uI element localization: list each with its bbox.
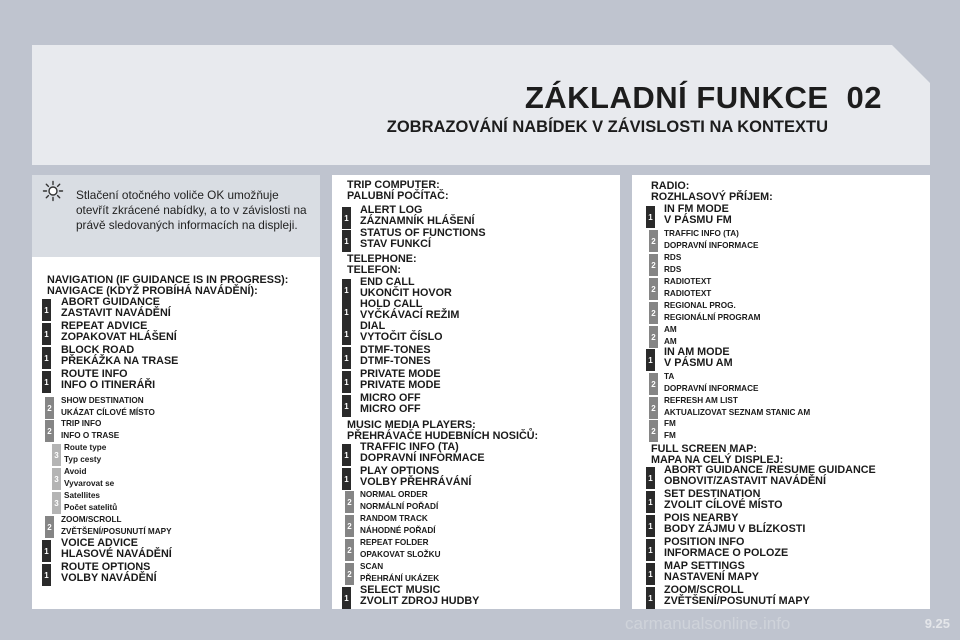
- menu-level-badge: 1: [342, 323, 351, 345]
- menu-item-line: REPEAT ADVICE: [61, 320, 148, 332]
- menu-item-line: TRAFFIC INFO (TA): [664, 229, 739, 238]
- menu-item-radio: [664, 347, 733, 369]
- menu-level-badge: 2: [649, 373, 658, 395]
- menu-item-line: STAV FUNKCÍ: [360, 238, 431, 250]
- menu-item-telephone: [360, 345, 431, 367]
- menu-item-line: NORMAL ORDER: [360, 490, 428, 499]
- menu-item-line: END CALL: [360, 276, 415, 288]
- menu-item-line: Vyvarovat se: [64, 479, 115, 488]
- menu-item-line: ZOOM/SCROLL: [61, 515, 122, 524]
- menu-item-radio: [664, 204, 732, 226]
- menu-item-line: DTMF-TONES: [360, 344, 431, 356]
- menu-item-telephone: [360, 393, 421, 415]
- menu-item-line: VOICE ADVICE: [61, 537, 138, 549]
- menu-item-trip: [360, 228, 486, 250]
- menu-level-badge: 1: [646, 539, 655, 561]
- menu-item-music: [360, 466, 471, 488]
- menu-level-badge: 1: [342, 279, 351, 301]
- menu-item-telephone: [360, 299, 459, 321]
- menu-level-badge: 1: [342, 347, 351, 369]
- menu-item-line: ZOOM/SCROLL: [664, 584, 744, 596]
- menu-level-badge: 2: [649, 230, 658, 252]
- menu-item-line: VYČKÁVACÍ REŽIM: [360, 309, 460, 321]
- menu-item-line: SELECT MUSIC: [360, 584, 441, 596]
- menu-level-badge: 3: [52, 468, 61, 490]
- menu-item-telephone: [360, 321, 443, 343]
- menu-item-line: REFRESH AM LIST: [664, 396, 738, 405]
- menu-item-line: REGIONAL PROG.: [664, 301, 736, 310]
- menu-level-badge: 1: [342, 587, 351, 609]
- menu-item-line: NASTAVENÍ MAPY: [664, 571, 759, 583]
- menu-item-line: TA: [664, 372, 675, 381]
- menu-level-badge: 2: [345, 515, 354, 537]
- menu-item-navigation: [61, 345, 178, 367]
- menu-level-badge: 1: [646, 515, 655, 537]
- menu-level-badge: 1: [646, 467, 655, 489]
- menu-level-badge: 2: [649, 420, 658, 442]
- menu-item-line: DOPRAVNÍ INFORMACE: [664, 384, 759, 393]
- menu-level-badge: 2: [45, 420, 54, 442]
- menu-item-line: ZÁZNAMNÍK HLÁŠENÍ: [360, 215, 475, 227]
- menu-item-line: UKÁZAT CÍLOVÉ MÍSTO: [61, 408, 155, 417]
- menu-item-fullscreen: [664, 465, 876, 487]
- menu-item-line: Počet satelitů: [64, 503, 118, 512]
- menu-item-line: AKTUALIZOVAT SEZNAM STANIC AM: [664, 408, 811, 417]
- watermark: carmanualsonline.info: [625, 614, 791, 633]
- menu-item-line: STATUS OF FUNCTIONS: [360, 227, 486, 239]
- menu-item-line: DIAL: [360, 320, 386, 332]
- menu-item-line: DOPRAVNÍ INFORMACE: [664, 241, 759, 250]
- menu-item-line: RDS: [664, 265, 682, 274]
- menu-item-line: POIS NEARBY: [664, 512, 739, 524]
- section-heading-line: FULL SCREEN MAP:: [651, 443, 757, 455]
- section-heading-line: NAVIGATION (IF GUIDANCE IS IN PROGRESS):: [47, 274, 289, 286]
- menu-item-line: RDS: [664, 253, 682, 262]
- chapter-number: 02: [846, 80, 882, 115]
- menu-item-line: ABORT GUIDANCE: [61, 296, 160, 308]
- menu-item-line: SCAN: [360, 562, 384, 571]
- menu-item-telephone: [360, 277, 452, 299]
- menu-level-badge: 1: [42, 299, 51, 321]
- menu-item-line: ROUTE OPTIONS: [61, 561, 151, 573]
- menu-item-line: MAP SETTINGS: [664, 560, 745, 572]
- menu-item-line: ROUTE INFO: [61, 368, 128, 380]
- section-heading-trip: [347, 180, 449, 202]
- menu-item-line: ZVĚTŠENÍ/POSUNUTÍ MAPY: [61, 527, 172, 536]
- menu-item-music: [360, 585, 479, 607]
- menu-item-navigation: [61, 562, 157, 584]
- menu-item-line: MICRO OFF: [360, 403, 421, 415]
- menu-item-line: VOLBY PŘEHRÁVÁNÍ: [360, 476, 472, 488]
- sun-icon: [42, 180, 64, 202]
- menu-item-line: PŘEKÁŽKA NA TRASE: [61, 355, 179, 367]
- menu-level-badge: 1: [646, 206, 655, 228]
- menu-item-line: V PÁSMU AM: [664, 357, 733, 369]
- menu-item-line: OBNOVIT/ZASTAVIT NAVÁDĚNÍ: [664, 475, 826, 487]
- menu-item-navigation: [61, 369, 155, 391]
- menu-item-line: INFO O ITINERÁŘI: [61, 379, 156, 391]
- menu-level-badge: 1: [42, 371, 51, 393]
- section-heading-line: TELEPHONE:: [347, 253, 417, 265]
- menu-item-line: PRIVATE MODE: [360, 368, 441, 380]
- menu-level-badge: 1: [342, 301, 351, 323]
- menu-item-line: PLAY OPTIONS: [360, 465, 440, 477]
- menu-item-line: OPAKOVAT SLOŽKU: [360, 550, 441, 559]
- menu-item-line: SET DESTINATION: [664, 488, 761, 500]
- menu-item-radio: [664, 371, 758, 395]
- section-heading-line: ROZHLASOVÝ PŘÍJEM:: [651, 191, 773, 203]
- section-heading-line: MAPA NA CELÝ DISPLEJ:: [651, 454, 784, 466]
- menu-item-navigation: [61, 514, 172, 538]
- menu-item-trip: [360, 205, 475, 227]
- menu-item-line: Avoid: [64, 467, 87, 476]
- section-heading-navigation: [47, 275, 288, 297]
- menu-item-navigation: [64, 466, 114, 490]
- menu-item-radio: [664, 276, 711, 300]
- menu-item-fullscreen: [664, 585, 810, 607]
- menu-item-line: BLOCK ROAD: [61, 344, 135, 356]
- menu-level-badge: 1: [342, 371, 351, 393]
- menu-level-badge: 1: [42, 347, 51, 369]
- menu-level-badge: 2: [649, 254, 658, 276]
- menu-item-line: Typ cesty: [64, 455, 102, 464]
- menu-item-radio: [664, 324, 677, 348]
- section-heading-radio: [651, 181, 773, 203]
- section-heading-line: PŘEHRÁVAČE HUDEBNÍCH NOSIČŮ:: [347, 430, 539, 442]
- title-text: ZÁKLADNÍ FUNKCE: [524, 80, 829, 115]
- menu-level-badge: 1: [342, 207, 351, 229]
- menu-item-line: HLASOVÉ NAVÁDĚNÍ: [61, 548, 172, 560]
- menu-item-line: BODY ZÁJMU V BLÍZKOSTI: [664, 523, 806, 535]
- menu-level-badge: 1: [342, 230, 351, 252]
- menu-level-badge: 1: [342, 395, 351, 417]
- section-heading-line: TRIP COMPUTER:: [347, 179, 440, 191]
- section-heading-line: MUSIC MEDIA PLAYERS:: [347, 419, 476, 431]
- menu-item-line: FM: [664, 419, 676, 428]
- menu-level-badge: 1: [646, 349, 655, 371]
- menu-item-line: ZASTAVIT NAVÁDĚNÍ: [61, 307, 171, 319]
- section-heading-telephone: [347, 254, 417, 276]
- menu-level-badge: 2: [649, 302, 658, 324]
- menu-item-line: ZVĚTŠENÍ/POSUNUTÍ MAPY: [664, 595, 810, 607]
- menu-level-badge: 1: [646, 587, 655, 609]
- menu-level-badge: 2: [649, 326, 658, 348]
- menu-level-badge: 2: [649, 278, 658, 300]
- section-heading-fullscreen: [651, 444, 783, 466]
- page-subtitle: ZOBRAZOVÁNÍ NABÍDEK V ZÁVISLOSTI NA KONTEXTU: [386, 118, 828, 136]
- menu-item-line: ABORT GUIDANCE /RESUME GUIDANCE: [664, 464, 876, 476]
- menu-item-line: TRIP INFO: [61, 419, 102, 428]
- section-heading-music: [347, 420, 538, 442]
- menu-item-line: INFO O TRASE: [61, 431, 120, 440]
- menu-item-line: NORMÁLNÍ POŘADÍ: [360, 502, 439, 511]
- menu-item-navigation: [64, 442, 106, 466]
- menu-item-line: INFORMACE O POLOZE: [664, 547, 789, 559]
- info-note-text: Stlačení otočného voliče OK umožňuje otevřít zkrácené nabídky, a to v závislosti na právě sledovaných informacích na displeji.: [76, 188, 307, 232]
- menu-item-navigation: [61, 297, 171, 319]
- menu-level-badge: 2: [45, 397, 54, 419]
- menu-item-radio: [664, 252, 681, 276]
- menu-item-navigation: [64, 490, 117, 514]
- menu-item-line: PŘEHRÁNÍ UKÁZEK: [360, 574, 440, 583]
- section-heading-line: PALUBNÍ POČÍTAČ:: [347, 190, 449, 202]
- menu-item-fullscreen: [664, 561, 759, 583]
- menu-level-badge: 2: [649, 397, 658, 419]
- menu-item-music: [360, 489, 438, 513]
- menu-level-badge: 3: [52, 492, 61, 514]
- menu-level-badge: 2: [345, 539, 354, 561]
- menu-level-badge: 2: [345, 491, 354, 513]
- menu-item-music: [360, 513, 436, 537]
- menu-item-line: VYTOČIT ČÍSLO: [360, 331, 443, 343]
- menu-item-line: IN FM MODE: [664, 203, 729, 215]
- menu-item-navigation: [61, 538, 172, 560]
- section-heading-line: NAVIGACE (KDYŽ PROBÍHÁ NAVÁDĚNÍ):: [47, 285, 258, 297]
- menu-level-badge: 3: [52, 444, 61, 466]
- menu-item-line: NÁHODNÉ POŘADÍ: [360, 526, 436, 535]
- menu-item-fullscreen: [664, 489, 783, 511]
- menu-level-badge: 1: [42, 564, 51, 586]
- menu-level-badge: 1: [42, 323, 51, 345]
- page-title: [525, 80, 882, 116]
- menu-item-line: RADIOTEXT: [664, 277, 712, 286]
- menu-item-line: TRAFFIC INFO (TA): [360, 441, 459, 453]
- menu-item-line: ZVOLIT CÍLOVÉ MÍSTO: [664, 499, 783, 511]
- menu-level-badge: 1: [342, 444, 351, 466]
- menu-item-telephone: [360, 369, 441, 391]
- menu-item-line: UKONČIT HOVOR: [360, 287, 452, 299]
- menu-item-line: FM: [664, 431, 676, 440]
- menu-item-line: POSITION INFO: [664, 536, 745, 548]
- menu-item-line: V PÁSMU FM: [664, 214, 732, 226]
- menu-item-radio: [664, 418, 676, 442]
- menu-level-badge: 2: [45, 516, 54, 538]
- menu-item-line: RANDOM TRACK: [360, 514, 428, 523]
- menu-item-radio: [664, 395, 810, 419]
- menu-level-badge: 2: [345, 563, 354, 585]
- menu-item-line: AM: [664, 325, 677, 334]
- menu-item-line: DOPRAVNÍ INFORMACE: [360, 452, 485, 464]
- menu-item-line: ALERT LOG: [360, 204, 423, 216]
- menu-item-fullscreen: [664, 513, 805, 535]
- menu-item-music: [360, 561, 439, 585]
- section-heading-line: RADIO:: [651, 180, 690, 192]
- menu-level-badge: 1: [342, 468, 351, 490]
- menu-item-line: PRIVATE MODE: [360, 379, 441, 391]
- menu-item-line: Satellites: [64, 491, 100, 500]
- menu-item-navigation: [61, 321, 177, 343]
- menu-item-radio: [664, 228, 758, 252]
- menu-level-badge: 1: [42, 540, 51, 562]
- menu-item-line: AM: [664, 337, 677, 346]
- menu-item-line: ZVOLIT ZDROJ HUDBY: [360, 595, 480, 607]
- menu-item-navigation: [61, 395, 155, 419]
- menu-item-line: MICRO OFF: [360, 392, 421, 404]
- menu-item-line: SHOW DESTINATION: [61, 396, 144, 405]
- menu-item-line: ZOPAKOVAT HLÁŠENÍ: [61, 331, 177, 343]
- section-heading-line: TELEFON:: [347, 264, 401, 276]
- menu-item-line: Route type: [64, 443, 107, 452]
- menu-item-music: [360, 537, 441, 561]
- menu-item-navigation: [61, 418, 119, 442]
- menu-item-line: IN AM MODE: [664, 346, 730, 358]
- menu-level-badge: 1: [646, 563, 655, 585]
- menu-item-line: REPEAT FOLDER: [360, 538, 429, 547]
- menu-item-music: [360, 442, 485, 464]
- menu-item-line: HOLD CALL: [360, 298, 423, 310]
- page-number: 9.25: [924, 616, 950, 631]
- menu-level-badge: 1: [646, 491, 655, 513]
- menu-item-radio: [664, 300, 760, 324]
- menu-item-line: RADIOTEXT: [664, 289, 712, 298]
- menu-item-line: REGIONÁLNÍ PROGRAM: [664, 313, 761, 322]
- menu-item-line: DTMF-TONES: [360, 355, 431, 367]
- menu-item-fullscreen: [664, 537, 788, 559]
- menu-item-line: VOLBY NAVÁDĚNÍ: [61, 572, 157, 584]
